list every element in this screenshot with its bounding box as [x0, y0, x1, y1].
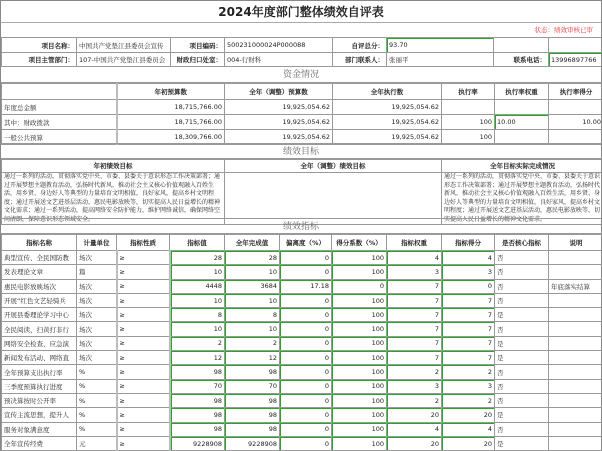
indicator-cell[interactable]: 7 [387, 308, 442, 322]
goal-header-initial: 年初绩效目标 [2, 159, 225, 173]
funds-cell[interactable]: 19,925,054.62 [225, 130, 333, 145]
indicator-cell[interactable]: 全年预算支出执行率 [2, 365, 77, 379]
indicator-cell[interactable] [549, 308, 602, 322]
funds-cell[interactable]: 19,925,054.62 [333, 100, 442, 115]
indicator-row [2, 251, 602, 265]
indicator-cell[interactable]: 3 [387, 265, 442, 279]
indicator-header-cell: 指标权重 [387, 235, 442, 251]
indicator-cell: 否 [495, 322, 549, 336]
indicator-cell: ≥ [117, 293, 170, 307]
funds-cell[interactable]: 19,925,054.62 [333, 115, 442, 130]
indicator-cell[interactable]: 全年宣传经费 [2, 436, 77, 450]
indicator-cell: 否 [495, 265, 549, 279]
initial-goal-text[interactable]: 通过一系列的活动，贯彻落实党中央、市委、县委关于意识形态工作决策部署；通过开展梦想主题教育活动，弘扬时代新风，推动社会主义核心价值观融入百姓生活，用乡贤、身边好人等典型的力量培育文明相值，良好家风，提高乡村文明程度；通过开展送文艺进基层活动，惠民电影放映等，切实提高人民日益增长的精神文化需求；通过一系列活动，提高网络安全防护能力，维护网络诚信，确保网络空间清朗，保障意识形态领域安全。 [2, 173, 225, 225]
indicator-cell: 否 [495, 379, 549, 393]
funds-header-cell: 执行率 [442, 84, 495, 100]
indicator-cell[interactable]: 7 [387, 351, 442, 365]
indicator-cell[interactable]: 7 [442, 293, 495, 307]
indicator-cell: % [77, 393, 117, 407]
indicator-cell[interactable]: 7 [387, 336, 442, 350]
indicator-cell[interactable]: 惠民电影放映场次 [2, 279, 77, 293]
indicator-cell: % [77, 379, 117, 393]
indicator-cell: % [77, 408, 117, 422]
indicator-cell[interactable]: 8 [170, 308, 225, 322]
indicator-cell[interactable]: 20 [442, 408, 495, 422]
indicator-cell[interactable]: 4448 [170, 279, 225, 293]
indicator-cell: % [77, 422, 117, 436]
indicator-cell[interactable]: 7 [387, 322, 442, 336]
indicator-cell[interactable]: 10 [225, 265, 280, 279]
indicator-header-cell: 指标名称 [2, 235, 77, 251]
indicator-cell[interactable] [549, 293, 602, 307]
indicator-row [2, 336, 602, 350]
indicator-cell[interactable]: 7 [442, 308, 495, 322]
indicator-cell[interactable]: 17.18 [280, 279, 332, 293]
indicator-cell[interactable]: 开展县委理论学习中心 [2, 308, 77, 322]
indicator-cell[interactable]: 8 [225, 308, 280, 322]
indicator-cell[interactable]: 0 [280, 265, 332, 279]
indicator-cell[interactable]: 0 [280, 336, 332, 350]
indicator-cell[interactable]: 年底落实结算 [549, 279, 602, 293]
indicator-cell[interactable]: 2 [387, 393, 442, 407]
indicator-cell[interactable]: 100 [332, 436, 387, 450]
indicator-cell[interactable]: 3 [442, 265, 495, 279]
phone-label: 联系电话： [494, 53, 549, 67]
indicator-cell[interactable]: 12 [170, 351, 225, 365]
indicator-cell: 否 [495, 422, 549, 436]
indicator-row [2, 422, 602, 436]
indicator-cell[interactable]: 服务对象满意度 [2, 422, 77, 436]
indicator-cell[interactable] [549, 336, 602, 350]
indicator-cell[interactable]: 3 [387, 379, 442, 393]
funds-header-cell: 全年执行数 [333, 84, 442, 100]
indicators-section-title: 绩效指标 [0, 218, 602, 234]
indicator-cell: 场次 [77, 293, 117, 307]
indicator-cell[interactable]: 3 [442, 379, 495, 393]
indicator-cell[interactable]: 10 [225, 322, 280, 336]
indicator-cell[interactable]: 9228908 [170, 436, 225, 450]
funds-header-cell: 年初预算数 [117, 84, 225, 100]
indicator-cell[interactable]: 100 [332, 322, 387, 336]
indicator-cell: 场次 [77, 308, 117, 322]
funds-cell[interactable]: 18,309,766.00 [117, 130, 225, 145]
indicator-cell: ≥ [117, 265, 170, 279]
indicator-cell: ≥ [117, 351, 170, 365]
indicator-cell: ≥ [117, 379, 170, 393]
indicator-cell[interactable]: 10 [170, 293, 225, 307]
indicator-cell: 元 [77, 436, 117, 450]
indicator-cell[interactable]: 开展“红色文艺轻骑兵 [2, 293, 77, 307]
indicator-cell[interactable]: 100 [332, 393, 387, 407]
indicator-cell[interactable]: 2 [387, 365, 442, 379]
funds-cell[interactable]: 19,925,054.62 [225, 115, 333, 130]
indicator-cell[interactable]: 100 [332, 422, 387, 436]
indicator-row [2, 265, 602, 279]
indicator-cell[interactable]: 7 [442, 322, 495, 336]
indicator-cell: ≥ [117, 422, 170, 436]
indicator-cell[interactable]: 100 [332, 308, 387, 322]
indicator-cell: 是 [495, 336, 549, 350]
indicator-cell: 场次 [77, 251, 117, 265]
indicator-cell: ≥ [117, 393, 170, 407]
indicator-header-cell: 说明 [549, 235, 602, 251]
indicator-cell: 否 [495, 365, 549, 379]
indicator-cell: 场次 [77, 336, 117, 350]
indicator-cell[interactable]: 10 [170, 322, 225, 336]
funds-cell[interactable] [549, 100, 602, 115]
indicator-cell[interactable]: 100 [332, 351, 387, 365]
indicator-header-cell: 计量单位 [77, 235, 117, 251]
indicator-cell[interactable]: 98 [170, 365, 225, 379]
indicator-cell: 否 [495, 279, 549, 293]
indicator-cell[interactable]: 98 [225, 365, 280, 379]
indicator-row [2, 379, 602, 393]
dept-label: 项目主管部门： [2, 53, 77, 67]
indicator-header-cell: 全年完成值 [225, 235, 280, 251]
funds-cell[interactable] [495, 100, 549, 115]
indicator-cell[interactable] [549, 351, 602, 365]
indicator-header-cell: 指标值 [170, 235, 225, 251]
goal-header-adjusted: 全年（调整）绩效目标 [225, 159, 442, 173]
indicator-cell[interactable]: 2 [442, 365, 495, 379]
indicator-cell: 是 [495, 436, 549, 450]
indicator-cell[interactable]: 98 [225, 422, 280, 436]
indicator-cell: ≥ [117, 251, 170, 265]
indicator-cell: 是 [495, 351, 549, 365]
indicator-cell[interactable]: 7 [442, 351, 495, 365]
indicator-cell: 否 [495, 293, 549, 307]
indicator-cell: 篇 [77, 265, 117, 279]
goals-table [1, 158, 602, 225]
indicator-row [2, 393, 602, 407]
indicator-cell[interactable] [549, 379, 602, 393]
funds-table [1, 83, 602, 145]
indicator-cell[interactable] [549, 422, 602, 436]
indicator-row [2, 408, 602, 422]
indicator-cell[interactable]: 3684 [225, 279, 280, 293]
funds-cell[interactable]: 10.00 [495, 115, 549, 130]
project-name-label: 项目名称： [2, 38, 77, 53]
indicator-cell[interactable] [549, 436, 602, 450]
indicator-cell[interactable]: 9228908 [225, 436, 280, 450]
empty-cell [549, 38, 602, 53]
funds-section-title: 资金情况 [0, 66, 602, 83]
page-title: 2024年度部门整体绩效自评表 [0, 0, 602, 23]
funds-row-label: 其中：财政拨款 [2, 115, 117, 130]
indicator-cell[interactable]: 100 [332, 365, 387, 379]
indicator-cell[interactable] [549, 322, 602, 336]
indicator-cell[interactable] [549, 393, 602, 407]
indicator-cell[interactable] [549, 265, 602, 279]
indicator-cell[interactable]: 4 [387, 251, 442, 265]
indicator-cell[interactable]: 100 [332, 408, 387, 422]
indicator-cell[interactable]: 2 [225, 336, 280, 350]
funds-cell[interactable]: 18,715,766.00 [117, 100, 225, 115]
funds-cell[interactable]: 10.00 [549, 115, 602, 130]
indicator-header-cell: 得分系数（%） [332, 235, 387, 251]
indicator-cell: 场次 [77, 351, 117, 365]
funds-header-cell: 执行率权重 [495, 84, 549, 100]
goals-section-title: 绩效目标 [0, 143, 602, 160]
project-name-field[interactable]: 中国共产党垫江县委员会宣传 [77, 38, 171, 53]
indicator-cell[interactable]: 0 [332, 279, 387, 293]
indicator-cell[interactable]: 4 [387, 422, 442, 436]
funds-cell[interactable]: 18,715,766.00 [117, 115, 225, 130]
indicator-row [2, 436, 602, 450]
indicator-cell[interactable]: 0 [280, 351, 332, 365]
indicator-cell[interactable]: 98 [225, 408, 280, 422]
indicator-cell[interactable]: 4 [442, 251, 495, 265]
indicator-cell[interactable]: 2 [442, 393, 495, 407]
empty-cell [494, 38, 549, 53]
score-field[interactable]: 93.70 [387, 38, 494, 53]
indicator-cell[interactable]: 98 [170, 408, 225, 422]
indicator-header-cell: 指标性质 [117, 235, 170, 251]
indicator-cell[interactable]: 0 [280, 436, 332, 450]
indicator-header-cell: 偏离度（%） [280, 235, 332, 251]
indicator-cell[interactable]: 典型宣传、全民国防教 [2, 251, 77, 265]
indicator-cell[interactable]: 0 [280, 422, 332, 436]
indicator-cell[interactable]: 0 [280, 308, 332, 322]
funds-header-cell: 执行率得分 [549, 84, 602, 100]
indicator-cell[interactable]: 0 [280, 379, 332, 393]
indicator-cell[interactable]: 98 [170, 422, 225, 436]
indicator-cell[interactable]: 三季度预算执行进度 [2, 379, 77, 393]
indicator-cell[interactable]: 98 [225, 393, 280, 407]
indicator-cell[interactable]: 7 [387, 279, 442, 293]
funds-row [2, 100, 602, 115]
indicator-cell[interactable]: 70 [225, 379, 280, 393]
office-label: 财政归口处室： [171, 53, 225, 67]
project-info-table [1, 37, 602, 67]
actual-goal-text[interactable]: 通过一系列的活动，贯彻落实党中央、市委、县委关于意识形态工作决策部署；通过开展梦想主题教育活动，弘扬时代新风，推动社会主义核心价值观融入百姓生活，用乡贤、身边好人等典型的力量培育文明相值，良好家风，提高乡村文明程度；通过开展送文艺进基层活动，惠民电影放映等，切实提高人民日益增长的精神文化需求。 [442, 173, 602, 225]
funds-cell[interactable]: 19,925,054.62 [225, 100, 333, 115]
indicator-cell[interactable] [549, 365, 602, 379]
indicator-cell: ≥ [117, 308, 170, 322]
indicator-cell[interactable] [549, 408, 602, 422]
indicator-cell[interactable]: 20 [442, 436, 495, 450]
indicator-cell[interactable]: 0 [280, 293, 332, 307]
indicator-cell[interactable]: 0 [280, 322, 332, 336]
indicator-cell[interactable]: 12 [225, 351, 280, 365]
indicator-cell[interactable]: 发表理论文章 [2, 265, 77, 279]
indicator-cell: ≥ [117, 336, 170, 350]
indicator-cell[interactable]: 100 [332, 379, 387, 393]
indicator-row [2, 365, 602, 379]
indicator-cell: ≥ [117, 408, 170, 422]
funds-cell[interactable]: 100 [442, 115, 495, 130]
indicator-cell: 是 [495, 308, 549, 322]
funds-header-cell [2, 84, 117, 100]
indicator-cell: ≥ [117, 365, 170, 379]
indicator-row [2, 279, 602, 293]
project-code-label: 项目编码： [171, 38, 225, 53]
funds-header-cell: 全年（调整）预算数 [225, 84, 333, 100]
indicator-cell[interactable]: 2 [170, 336, 225, 350]
score-label: 自评总分： [333, 38, 387, 53]
indicator-cell[interactable]: 7 [442, 336, 495, 350]
indicator-cell[interactable] [549, 251, 602, 265]
indicators-table [1, 234, 602, 451]
indicator-cell: ≥ [117, 322, 170, 336]
indicator-cell: 场次 [77, 322, 117, 336]
status-label: 状态：绩效审核已审 [0, 23, 602, 37]
indicator-cell: ≥ [117, 436, 170, 450]
indicator-cell[interactable]: 宣传主流思想，提升人 [2, 408, 77, 422]
contact-label: 部门联系人： [333, 53, 387, 67]
indicator-cell[interactable]: 新闻发布活动、网络直 [2, 351, 77, 365]
indicator-row [2, 308, 602, 322]
indicator-cell: 否 [495, 251, 549, 265]
indicator-cell[interactable]: 0 [280, 393, 332, 407]
indicator-cell[interactable]: 全民阅读、扫黄打非行 [2, 322, 77, 336]
indicator-cell[interactable]: 0 [280, 365, 332, 379]
dept-field[interactable]: 107-中国共产党垫江县委员会 [77, 53, 171, 67]
indicator-row [2, 293, 602, 307]
indicator-cell: ≥ [117, 279, 170, 293]
indicator-cell: 否 [495, 393, 549, 407]
indicator-cell[interactable]: 100 [332, 293, 387, 307]
indicator-cell[interactable]: 100 [332, 336, 387, 350]
indicator-row [2, 322, 602, 336]
indicator-cell[interactable]: 7 [387, 293, 442, 307]
indicator-cell[interactable]: 10 [170, 265, 225, 279]
indicators-header-row [2, 235, 602, 251]
indicator-cell: 场次 [77, 279, 117, 293]
indicator-header-cell: 指标得分 [442, 235, 495, 251]
indicator-cell[interactable]: 100 [332, 265, 387, 279]
funds-cell[interactable]: 19,925,054.62 [333, 130, 442, 145]
office-field[interactable]: 004-行财科 [225, 53, 333, 67]
indicator-row [2, 351, 602, 365]
funds-row [2, 115, 602, 130]
indicator-cell[interactable]: 70 [170, 379, 225, 393]
funds-cell[interactable] [442, 100, 495, 115]
funds-row-label: 一般公共预算 [2, 130, 117, 145]
adjusted-goal-text[interactable] [225, 173, 442, 225]
funds-cell[interactable]: 100 [442, 130, 495, 145]
funds-row-label: 年度总金额 [2, 100, 117, 115]
indicator-cell[interactable]: 28 [225, 251, 280, 265]
indicator-cell: 是 [495, 408, 549, 422]
indicator-cell[interactable]: 20 [387, 408, 442, 422]
funds-header-row [2, 84, 602, 100]
indicator-cell[interactable]: 网络安全检查、应急演 [2, 336, 77, 350]
indicator-cell: % [77, 365, 117, 379]
goal-header-actual: 全年目标实际完成情况 [442, 159, 602, 173]
indicator-header-cell: 是否核心指标 [495, 235, 549, 251]
indicator-cell[interactable]: 0 [442, 279, 495, 293]
indicator-cell[interactable]: 预决算按时公开率 [2, 393, 77, 407]
indicator-cell[interactable]: 10 [225, 293, 280, 307]
indicator-cell[interactable]: 98 [170, 393, 225, 407]
phone-field[interactable]: 13996897766 [549, 53, 602, 67]
indicator-cell[interactable]: 0 [280, 251, 332, 265]
contact-field[interactable]: 张丽平 [387, 53, 494, 67]
indicator-cell[interactable]: 4 [442, 422, 495, 436]
indicator-cell[interactable]: 20 [387, 436, 442, 450]
project-code-field[interactable]: 500231000024P000088 [225, 38, 333, 53]
indicator-cell[interactable]: 28 [170, 251, 225, 265]
indicator-cell[interactable]: 100 [332, 251, 387, 265]
indicator-cell[interactable]: 0 [280, 408, 332, 422]
